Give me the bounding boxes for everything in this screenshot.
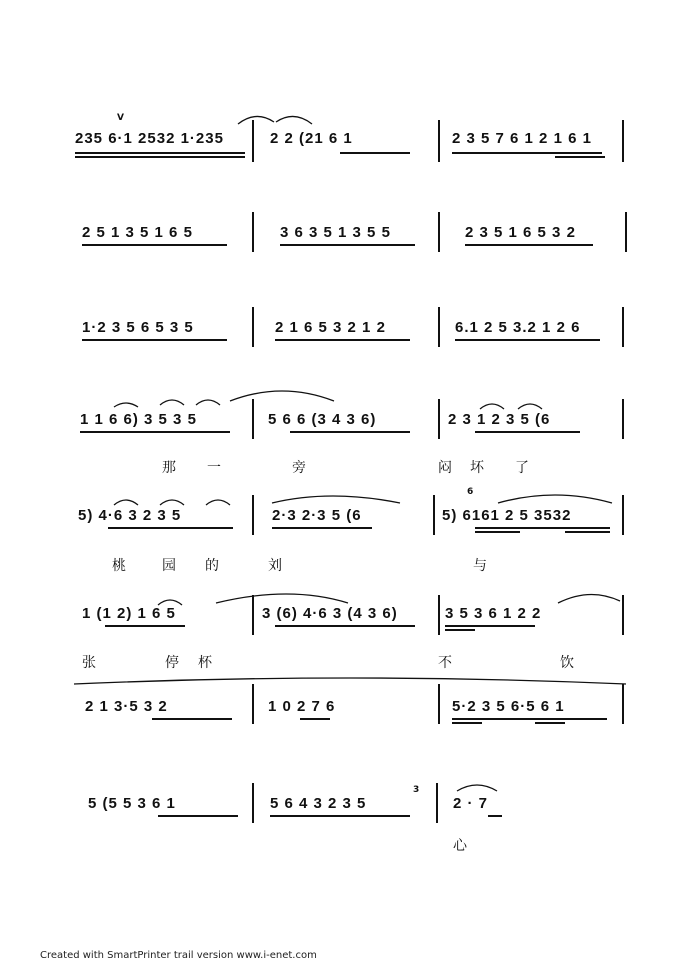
- measure-1: 1 (1 2) 1 6 5: [82, 605, 176, 622]
- barline: [622, 595, 624, 635]
- barline: [433, 495, 435, 535]
- measure-1: 2 5 1 3 5 1 6 5: [82, 224, 193, 241]
- lyric-char: 旁: [292, 460, 306, 476]
- lyric-char: 与: [473, 558, 487, 574]
- measure-1: 235 6·1 2532 1·235: [75, 130, 224, 147]
- measure-1: 1·2 3 5 6 5 3 5: [82, 319, 194, 336]
- measure-3: 2 3 1 2 3 5 (6: [448, 411, 551, 428]
- measure-2: 5 6 6 (3 4 3 6): [268, 411, 377, 428]
- lyric-char: 刘: [268, 558, 282, 574]
- score-row-2: [0, 210, 690, 280]
- barline: [252, 399, 254, 439]
- score-row-4: [0, 385, 690, 455]
- barline: [252, 495, 254, 535]
- score-row-5: [0, 485, 690, 555]
- barline: [252, 212, 254, 252]
- measure-1: 2 1 3·5 3 2: [85, 698, 168, 715]
- barline: [438, 120, 440, 162]
- lyric-char: 了: [515, 460, 529, 476]
- barline: [252, 595, 254, 635]
- lyric-char: 停: [165, 655, 179, 671]
- barline: [438, 212, 440, 252]
- barline: [438, 684, 440, 724]
- barline: [252, 783, 254, 823]
- barline: [438, 595, 440, 635]
- watermark-footer: Created with SmartPrinter trail version www.i-enet.com: [40, 950, 317, 961]
- measure-2: 2 2 (21 6 1: [270, 130, 353, 147]
- score-row-8: [0, 775, 690, 845]
- barline: [622, 684, 624, 724]
- grace-note: 3: [413, 785, 420, 795]
- barline: [622, 307, 624, 347]
- barline: [622, 399, 624, 439]
- breath-mark: V: [117, 113, 124, 123]
- score-row-7: [0, 670, 690, 740]
- slur-arc: [455, 779, 505, 795]
- measure-2: 1 0 2 7 6: [268, 698, 336, 715]
- barline: [252, 684, 254, 724]
- barline: [625, 212, 627, 252]
- measure-3: 2 3 5 1 6 5 3 2: [465, 224, 576, 241]
- lyric-char: 园: [162, 558, 176, 574]
- measure-1: 5 (5 5 3 6 1: [88, 795, 176, 812]
- measure-2: 2 1 6 5 3 2 1 2: [275, 319, 386, 336]
- measure-1: 1 1 6 6) 3 5 3 5: [80, 411, 197, 428]
- score-row-6: [0, 585, 690, 655]
- barline: [436, 783, 438, 823]
- slur-arc: [70, 674, 630, 690]
- slur-arc: [112, 387, 352, 411]
- measure-3: 2 · 7: [453, 795, 489, 812]
- barline: [622, 120, 624, 162]
- lyric-char: 闷: [438, 460, 452, 476]
- lyric-char: 杯: [198, 655, 212, 671]
- measure-2: 3 (6) 4·6 3 (4 3 6): [262, 605, 398, 622]
- score-row-1: [0, 110, 690, 180]
- grace-note: 6: [467, 487, 474, 497]
- lyric-char: 不: [438, 655, 452, 671]
- lyric-char: 饮: [560, 655, 574, 671]
- lyric-char: 的: [205, 558, 219, 574]
- lyric-char: 张: [82, 655, 96, 671]
- slur-arc: [236, 110, 316, 128]
- measure-2: 5 6 4 3 2 3 5: [270, 795, 367, 812]
- score-row-3: [0, 305, 690, 375]
- measure-3: 5·2 3 5 6·5 6 1: [452, 698, 565, 715]
- barline: [438, 399, 440, 439]
- measure-3: 5) 6161 2 5 3532: [442, 507, 572, 524]
- measure-3: 3 5 3 6 1 2 2: [445, 605, 542, 622]
- barline: [252, 307, 254, 347]
- lyric-char: 心: [453, 838, 467, 854]
- lyric-char: 桃: [112, 558, 126, 574]
- lyric-char: 一: [207, 460, 221, 476]
- measure-3: 2 3 5 7 6 1 2 1 6 1: [452, 130, 592, 147]
- lyric-char: 坏: [470, 460, 484, 476]
- measure-2: 3 6 3 5 1 3 5 5: [280, 224, 391, 241]
- measure-3: 6.1 2 5 3.2 1 2 6: [455, 319, 581, 336]
- slur-arc: [478, 395, 598, 413]
- barline: [252, 120, 254, 162]
- measure-2: 2·3 2·3 5 (6: [272, 507, 362, 524]
- barline: [438, 307, 440, 347]
- barline: [622, 495, 624, 535]
- measure-1: 5) 4·6 3 2 3 5: [78, 507, 182, 524]
- lyric-char: 那: [162, 460, 176, 476]
